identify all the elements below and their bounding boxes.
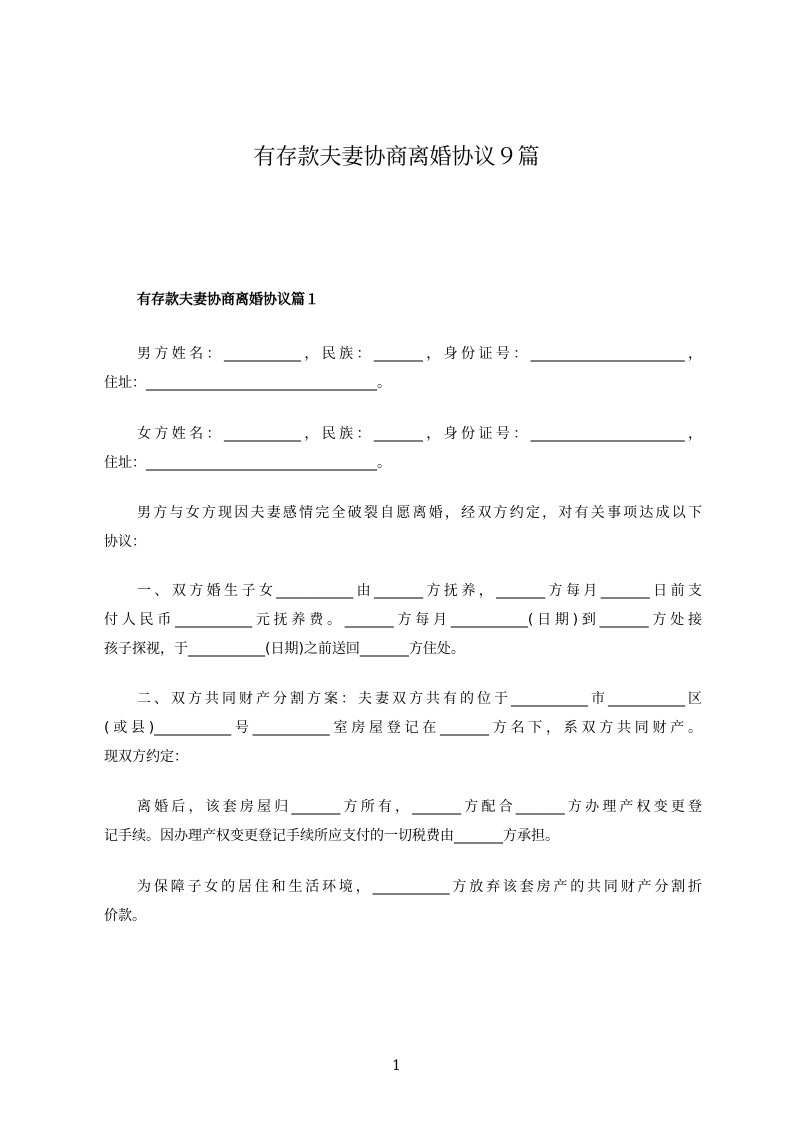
house-clause-line-1: 离婚后，该套房屋归_______方所有，_______方配合_______方办理产权变更登 [137, 799, 702, 815]
male-party-line-2: 住址：_________________________________。 [104, 375, 391, 391]
property-clause-line-2: (或县)___________号___________室房屋登记在_______方名下，系双方共同财产。 [104, 720, 702, 736]
female-party-paragraph [104, 420, 702, 478]
guarantee-clause-line-1: 为保障子女的居住和生活环境，___________方放弃该套房产的共同财产分割折 [137, 879, 702, 895]
property-clause-line-1: 二、双方共同财产分割方案：夫妻双方共有的位于___________市___________区 [137, 691, 702, 707]
intro-line-1: 男方与女方现因夫妻感情完全破裂自愿离婚，经双方约定，对有关事项达成以下 [137, 505, 702, 521]
section-heading: 有存款夫妻协商离婚协议篇１ [137, 292, 319, 308]
male-party-line-1: 男方姓名：___________，民族：_______，身份证号：______________________， [137, 346, 702, 362]
intro-paragraph [104, 499, 702, 557]
male-party-paragraph [104, 340, 702, 398]
children-clause-line-1: 一、双方婚生子女___________由_______方抚养，_______方每月_______日前支 [137, 583, 702, 599]
children-clause-paragraph [104, 577, 702, 664]
children-clause-line-3: 孩子探视，于___________(日期)之前送回_______方住处。 [104, 641, 465, 657]
guarantee-clause-line-2: 价款。 [104, 908, 146, 924]
property-clause-line-3: 现双方约定： [104, 749, 188, 765]
house-clause-line-2: 记手续。因办理产权变更登记手续所应支付的一切税费由_______方承担。 [104, 828, 559, 844]
property-clause-paragraph [104, 685, 702, 772]
document-title: 有存款夫妻协商离婚协议９篇 [253, 145, 540, 170]
female-party-line-1: 女方姓名：___________，民族：_______，身份证号：______________________， [137, 426, 702, 442]
children-clause-line-2: 付人民币___________元抚养费。_______方每月___________(日期)到_______方处接 [104, 612, 702, 628]
guarantee-clause-paragraph [104, 873, 702, 931]
house-clause-paragraph [104, 793, 702, 851]
intro-line-2: 协议： [104, 534, 146, 550]
page-number: 1 [392, 1058, 401, 1074]
female-party-line-2: 住址：_________________________________。 [104, 455, 391, 471]
